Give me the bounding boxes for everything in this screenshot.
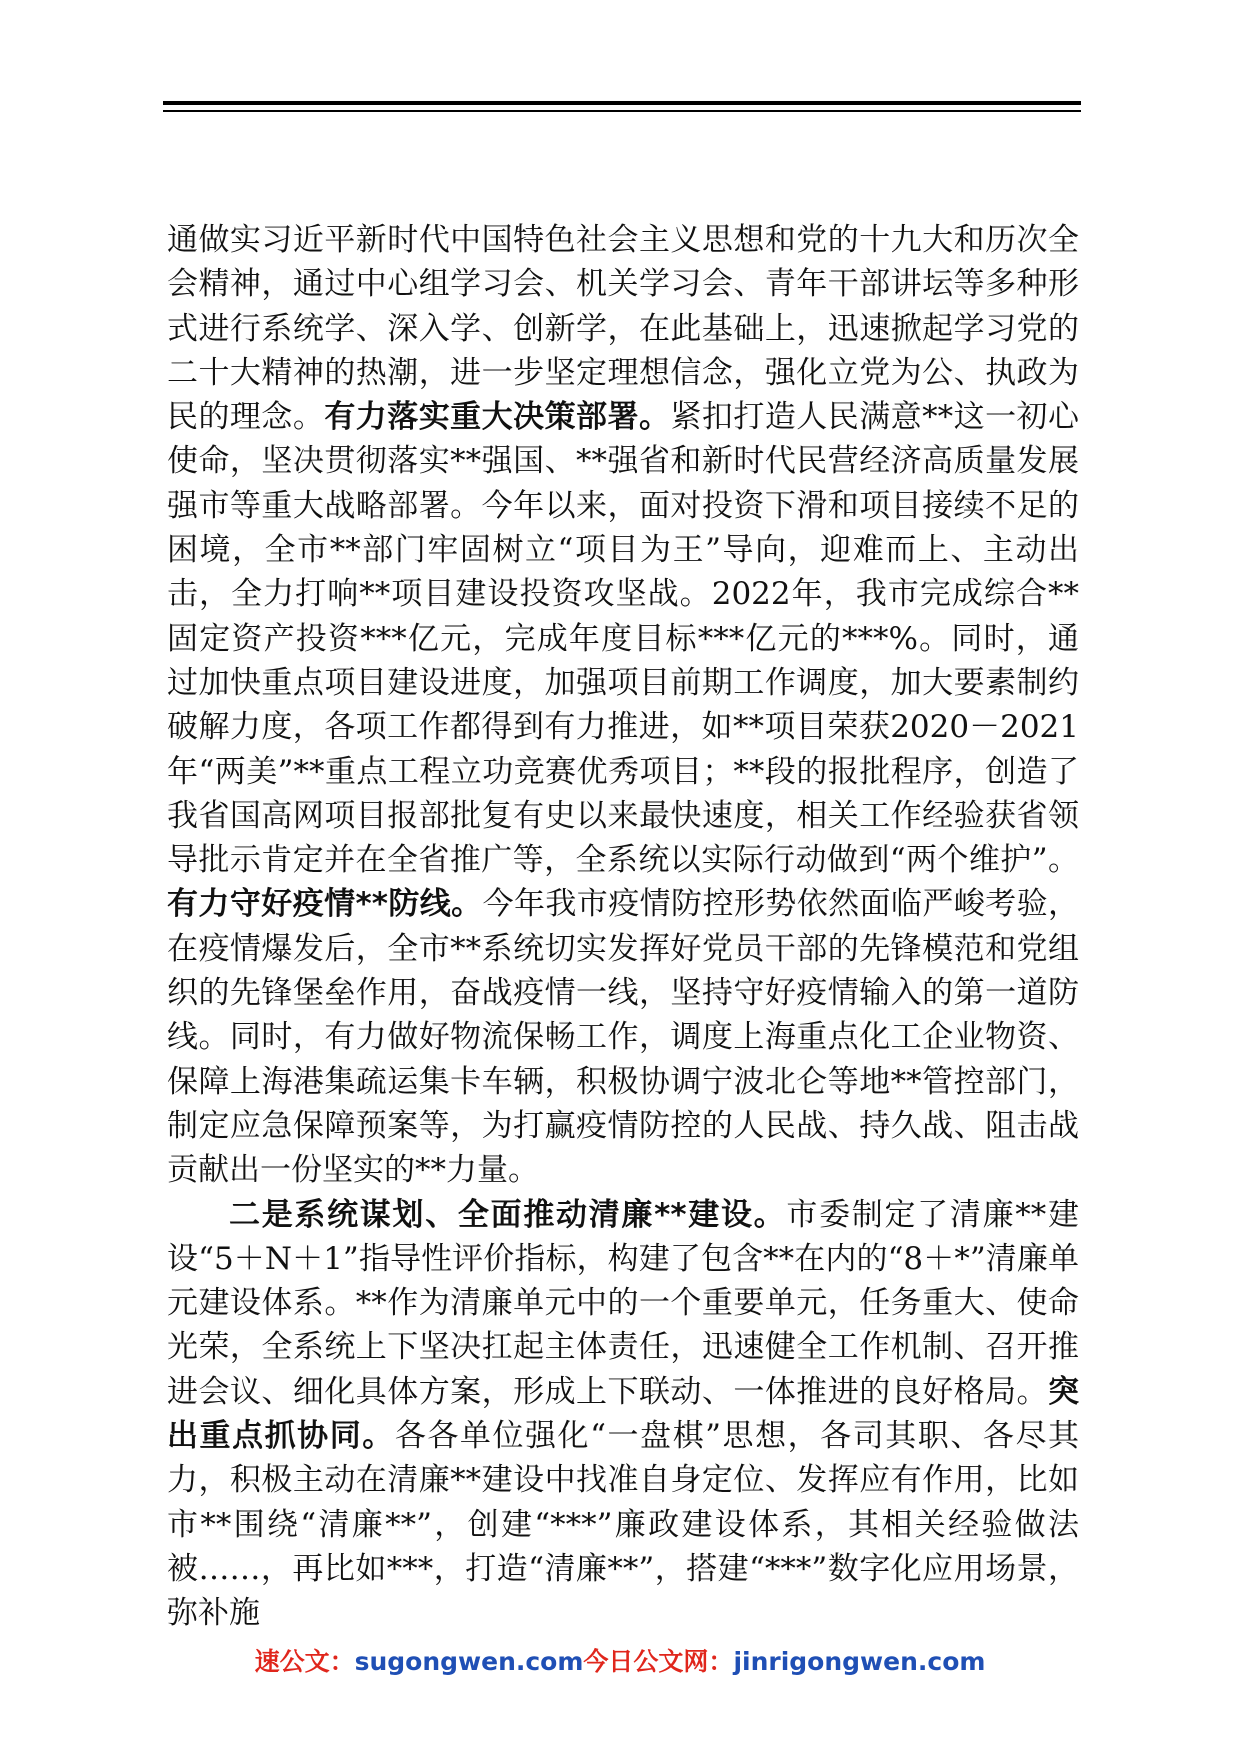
header-rule-thick — [163, 101, 1081, 105]
footer-watermark — [0, 1642, 1240, 1678]
bold-heading-2: 有力守好疫情**防线。 — [167, 886, 483, 923]
bold-heading-3: 二是系统谋划、全面推动清廉**建设。 — [229, 1196, 787, 1233]
header-rule-thin — [163, 110, 1081, 112]
document-body — [167, 218, 1079, 1636]
paragraph-2: 二是系统谋划、全面推动清廉**建设。市委制定了清廉**建设“5＋N＋1”指导性评价指标，构建了包含**在内的“8＋*”清廉单元建设体系。**作为清廉单元中的一个重要单元，任务重大、使命光荣，全系统上下坚决扛起主体责任，迅速健全工作机制、召开推进会议、细化具体方案，形成上下联动、一体推进的良好格局。突出重点抓协同。各各单位强化“一盘棋”思想，各司其职、各尽其力，积极主动在清廉**建设中找准自身定位、发挥应有作用，比如市**围绕“清廉**”，创建“***”廉政建设体系，其相关经验做法被……，再比如***，打造“清廉**”，搭建“***”数字化应用场景，弥补施 — [167, 1196, 1079, 1632]
footer-site1-name: 速公文： — [254, 1647, 355, 1676]
bold-heading-4: 突出重点抓协同。 — [167, 1373, 1079, 1455]
paragraph-1: 通做实习近平新时代中国特色社会主义思想和党的十九大和历次全会精神，通过中心组学习会、机关学习会、青年干部讲坛等多种形式进行系统学、深入学、创新学，在此基础上，迅速掀起学习党的二十大精神的热潮，进一步坚定理想信念，强化立党为公、执政为民的理念。有力落实重大决策部署。紧扣打造人民满意**这一初心使命，坚决贯彻落实**强国、**强省和新时代民营经济高质量发展强市等重大战略部署。今年以来，面对投资下滑和项目接续不足的困境，全市**部门牢固树立“项目为王”导向，迎难而上、主动出击，全力打响**项目建设投资攻坚战。2022年，我市完成综合**固定资产投资***亿元，完成年度目标***亿元的***%。同时，通过加快重点项目建设进度，加强项目前期工作调度，加大要素制约破解力度，各项工作都得到有力推进，如**项目荣获2020－2021年“两美”**重点工程立功竞赛优秀项目；**段的报批程序，创造了我省国高网项目报部批复有史以来最快速度，相关工作经验获省领导批示肯定并在全省推广等，全系统以实际行动做到“两个维护”。有力守好疫情**防线。今年我市疫情防控形势依然面临严峻考验，在疫情爆发后，全市**系统切实发挥好党员干部的先锋模范和党组织的先锋堡垒作用，奋战疫情一线，坚持守好疫情输入的第一道防线。同时，有力做好物流保畅工作，调度上海重点化工企业物资、保障上海港集疏运集卡车辆，积极协调宁波北仑等地**管控部门，制定应急保障预案等，为打赢疫情防控的人民战、持久战、阻击战贡献出一份坚实的**力量。 — [167, 222, 1080, 1189]
footer-site2-name: 今日公文网： — [583, 1647, 734, 1676]
bold-heading-1: 有力落实重大决策部署。 — [324, 399, 671, 436]
footer-site2-url[interactable]: jinrigongwen.com — [733, 1647, 986, 1676]
footer-site1-url[interactable]: sugongwen.com — [354, 1647, 584, 1676]
